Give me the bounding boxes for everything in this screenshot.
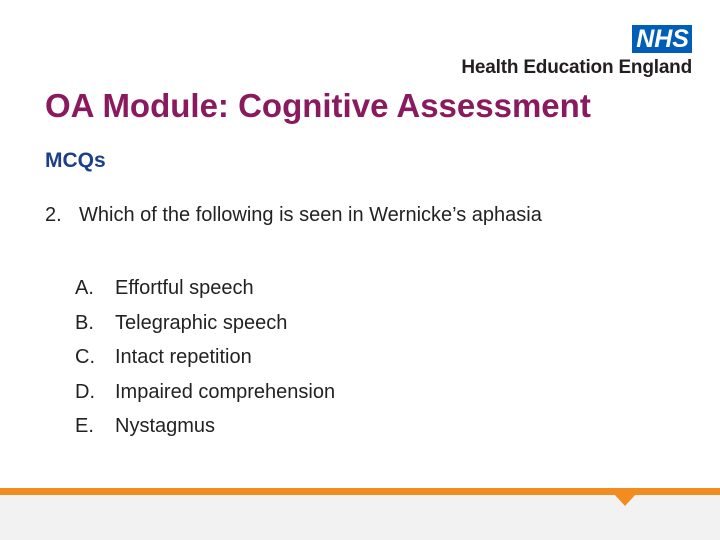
option-letter: D. xyxy=(75,380,95,403)
option-text: Intact repetition xyxy=(115,346,252,368)
organisation-name: Health Education England xyxy=(461,57,692,78)
nhs-logo-box: NHS xyxy=(632,25,692,53)
slide-subtitle: MCQs xyxy=(45,149,106,172)
question-text: Which of the following is seen in Wernicke’s aphasia xyxy=(79,204,542,226)
option-text: Nystagmus xyxy=(115,415,216,437)
answer-option xyxy=(75,409,335,444)
option-letter: B. xyxy=(75,311,94,334)
option-letter: A. xyxy=(75,277,94,299)
answer-options-list xyxy=(75,271,335,444)
option-text: Effortful speech xyxy=(115,277,254,299)
option-letter: C. xyxy=(75,346,95,368)
answer-option xyxy=(75,271,335,306)
answer-option xyxy=(75,375,335,410)
answer-option xyxy=(75,340,335,375)
footer-notch xyxy=(614,494,636,506)
question-number: 2. xyxy=(45,204,62,226)
answer-option xyxy=(75,306,335,341)
nhs-hee-logo xyxy=(461,25,692,80)
option-text: Telegraphic speech xyxy=(115,311,288,334)
footer-accent-bar xyxy=(0,488,720,495)
slide-title: OA Module: Cognitive Assessment xyxy=(45,87,591,124)
option-letter: E. xyxy=(75,415,94,437)
option-text: Impaired comprehension xyxy=(115,380,336,403)
question xyxy=(45,202,542,228)
footer-band xyxy=(0,495,720,540)
